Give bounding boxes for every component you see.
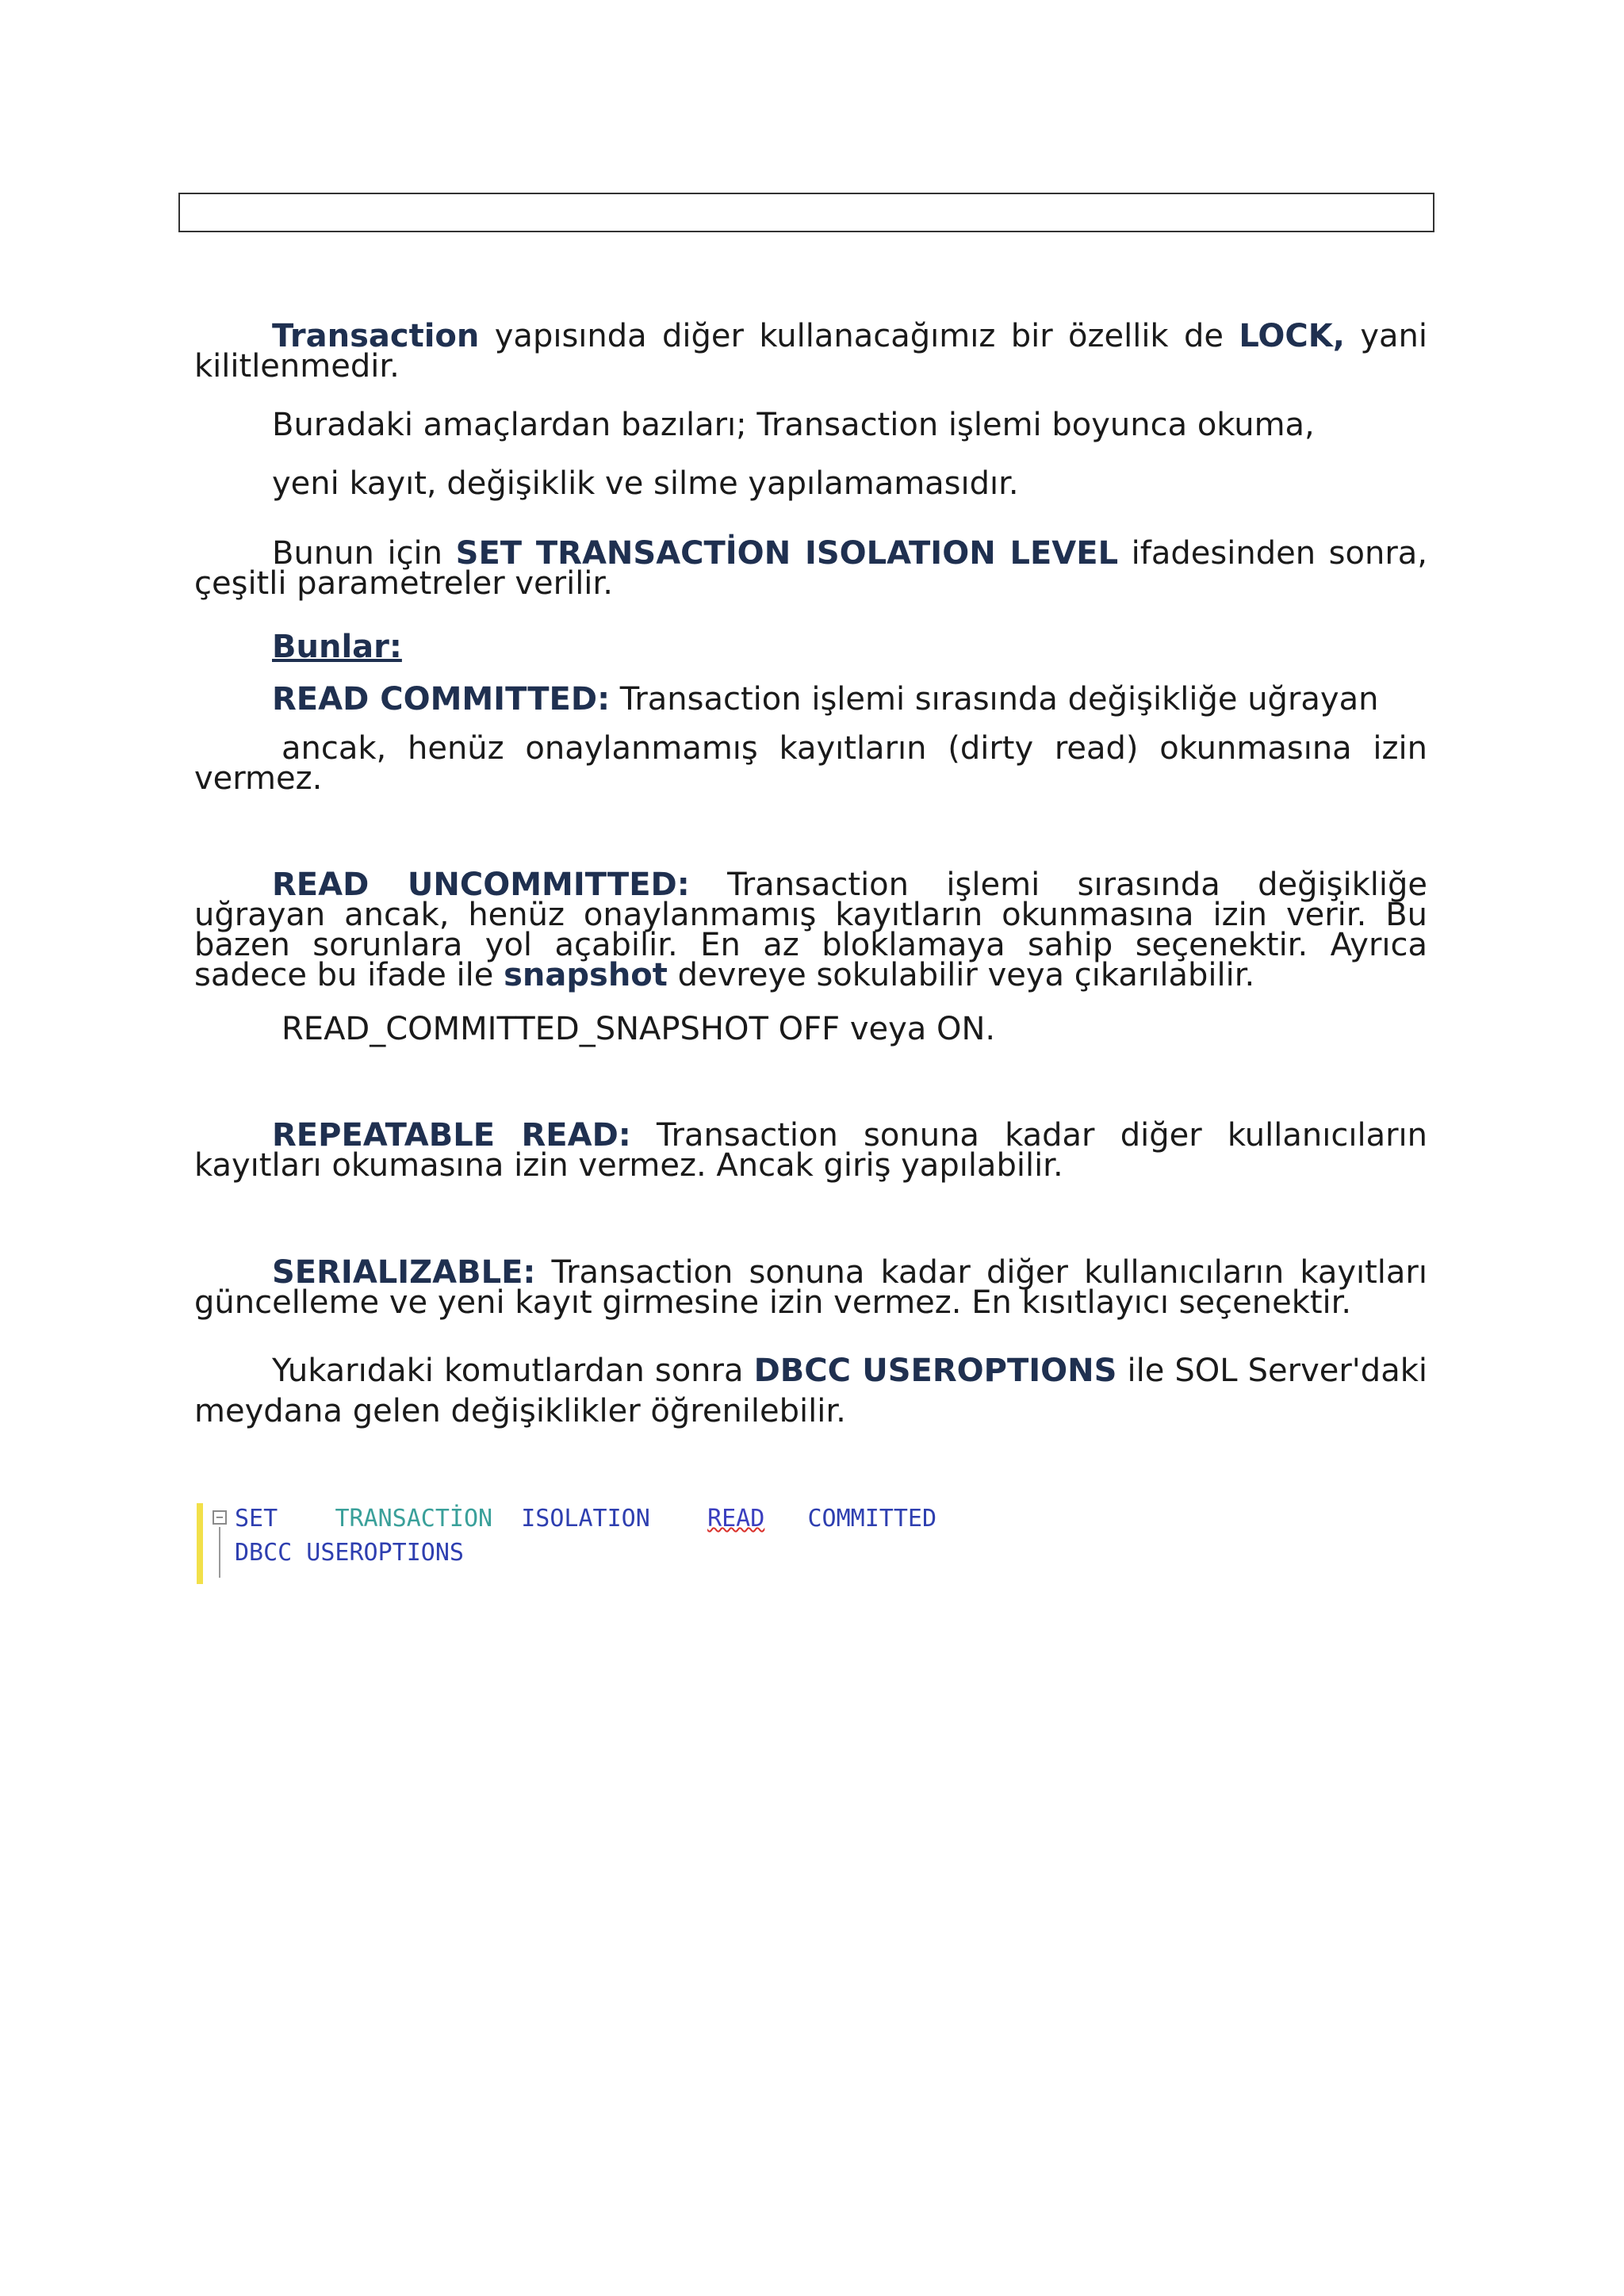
paragraph-purposes-cont: yeni kayıt, değişiklik ve silme yapılamamasıdır. bbox=[272, 465, 1019, 502]
paragraph-isolation: Bunun için SET TRANSACTİON ISOLATION LEVEL ifadesinden sonra, çeşitli parametreler verilir. bbox=[194, 535, 1427, 602]
code-line-set-transaction: SET TRANSACTİON ISOLATION READ COMMITTED bbox=[235, 1505, 937, 1533]
header-box bbox=[178, 193, 1434, 232]
read-committed-desc: ancak, henüz onaylanmamış kayıtların (dirty read) okunmasına izin vermez. bbox=[194, 730, 1427, 797]
heading-bunlar: Bunlar: bbox=[272, 629, 402, 665]
paragraph-dbcc: Yukarıdaki komutlardan sonra DBCC USEROPTIONS ile SOL Server'daki meydana gelen değişiklikler öğrenilebilir. bbox=[194, 1353, 1427, 1429]
change-marker-bar bbox=[197, 1503, 203, 1584]
sql-code-screenshot bbox=[197, 1500, 1005, 1587]
read-uncommitted: READ UNCOMMITTED: Transaction işlemi sırasında değişikliğe uğrayan ancak, henüz onaylanmamış kayıtların okunmasına izin verir. Bu bazen sorunlara yol açabilir. En az bloklamaya sahip seçenektir. Ayrıca sadece bu ifade ile snapshot devreye sokulabilir veya çıkarılabilir. bbox=[194, 867, 1428, 993]
paragraph-lock: Transaction yapısında diğer kullanacağımız bir özellik de LOCK, yani kilitlenmedir. bbox=[194, 318, 1427, 385]
collapse-icon[interactable]: − bbox=[213, 1510, 227, 1525]
snapshot-option: READ_COMMITTED_SNAPSHOT OFF veya ON. bbox=[282, 1011, 996, 1047]
read-committed-title: READ COMMITTED: Transaction işlemi sırasında değişikliğe uğrayan bbox=[272, 681, 1379, 718]
document-body bbox=[194, 318, 1428, 1432]
code-line-dbcc: DBCC USEROPTIONS bbox=[235, 1539, 464, 1567]
paragraph-purposes: Buradaki amaçlardan bazıları; Transaction işlemi boyunca okuma, bbox=[272, 407, 1315, 443]
serializable: SERIALIZABLE: Transaction sonuna kadar diğer kullanıcıların kayıtları güncelleme ve yeni kayıt girmesine izin vermez. En kısıtlayıcı seçenektir. bbox=[194, 1254, 1427, 1321]
repeatable-read: REPEATABLE READ: Transaction sonuna kadar diğer kullanıcıların kayıtları okumasına izin vermez. Ancak giriş yapılabilir. bbox=[194, 1117, 1427, 1184]
outline-guide-line bbox=[219, 1527, 220, 1578]
